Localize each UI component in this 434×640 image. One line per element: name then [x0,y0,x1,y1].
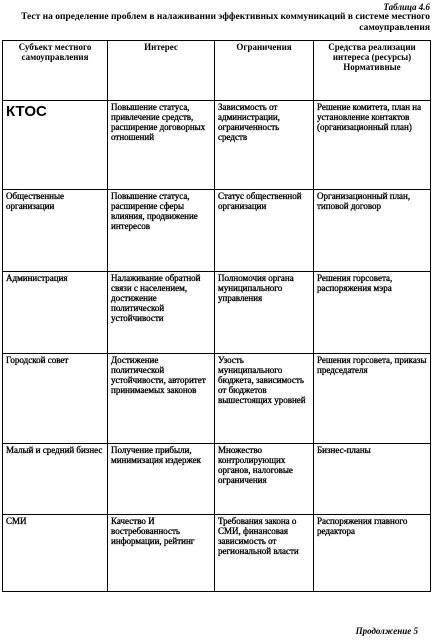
table-header-row [3,41,431,101]
cell-means: Решения горсовета, приказы председателя [314,354,431,444]
table-row [3,101,431,190]
cell-means: Распоряжения главного редактора [314,515,431,592]
cell-limits: Зависимость от администрации, ограниченность средств [215,101,314,190]
ktos-label: КТОС [6,103,47,120]
cell-means: Решения горсовета, распоряжения мэра [314,272,431,354]
cell-subject: Малый и средний бизнес [3,444,108,515]
cell-interest: Качество И востребованность информации, рейтинг [108,515,215,592]
cell-subject: Администрация [3,272,108,354]
cell-interest: Повышение статуса, расширение сферы влияния, продвижение интересов [108,190,215,272]
cell-limits: Полномочия органа муниципального управления [215,272,314,354]
cell-means: Решение комитета, план на установление контактов (организационный план) [314,101,431,190]
cell-subject: СМИ [3,515,108,592]
cell-means: Бизнес-планы [314,444,431,515]
cell-limits: Узость муниципального бюджета, зависимость от бюджетов вышестоящих уровней [215,354,314,444]
cell-interest: Достижение политической устойчивости, авторитет принимаемых законов [108,354,215,444]
table-row [3,272,431,354]
cell-subject [3,101,108,190]
cell-limits: Статус общественной организации [215,190,314,272]
header-limits: Ограничения [215,41,314,101]
cell-subject: Городской совет [3,354,108,444]
table-number-label: Таблица 4.6 [383,2,430,12]
table-row [3,354,431,444]
cell-interest: Получение прибыли, минимизация издержек [108,444,215,515]
communication-problems-table [2,40,431,592]
table-row [3,190,431,272]
table-caption: Тест на определение проблем в налаживании эффективных коммуникаций в системе местного самоуправления [21,12,430,33]
header-interest: Интерес [108,41,215,101]
cell-means: Организационный план, типовой договор [314,190,431,272]
header-subject: Субъект местного самоуправления [3,41,108,101]
cell-subject: Общественные организации [3,190,108,272]
cell-interest: Повышение статуса, привлечение средств, расширение договорных отношений [108,101,215,190]
continuation-note: Продолжение 5 [355,626,418,636]
cell-limits: Множество контролирующих органов, налоговые ограничения [215,444,314,515]
cell-interest: Налаживание обратной связи с населением, достижение политической устойчивости [108,272,215,354]
header-means: Средства реализации интереса (ресурсы) Нормативные [314,41,431,101]
table-row [3,515,431,592]
table-row [3,444,431,515]
cell-limits: Требования закона о СМИ, финансовая зависимость от региональной власти [215,515,314,592]
